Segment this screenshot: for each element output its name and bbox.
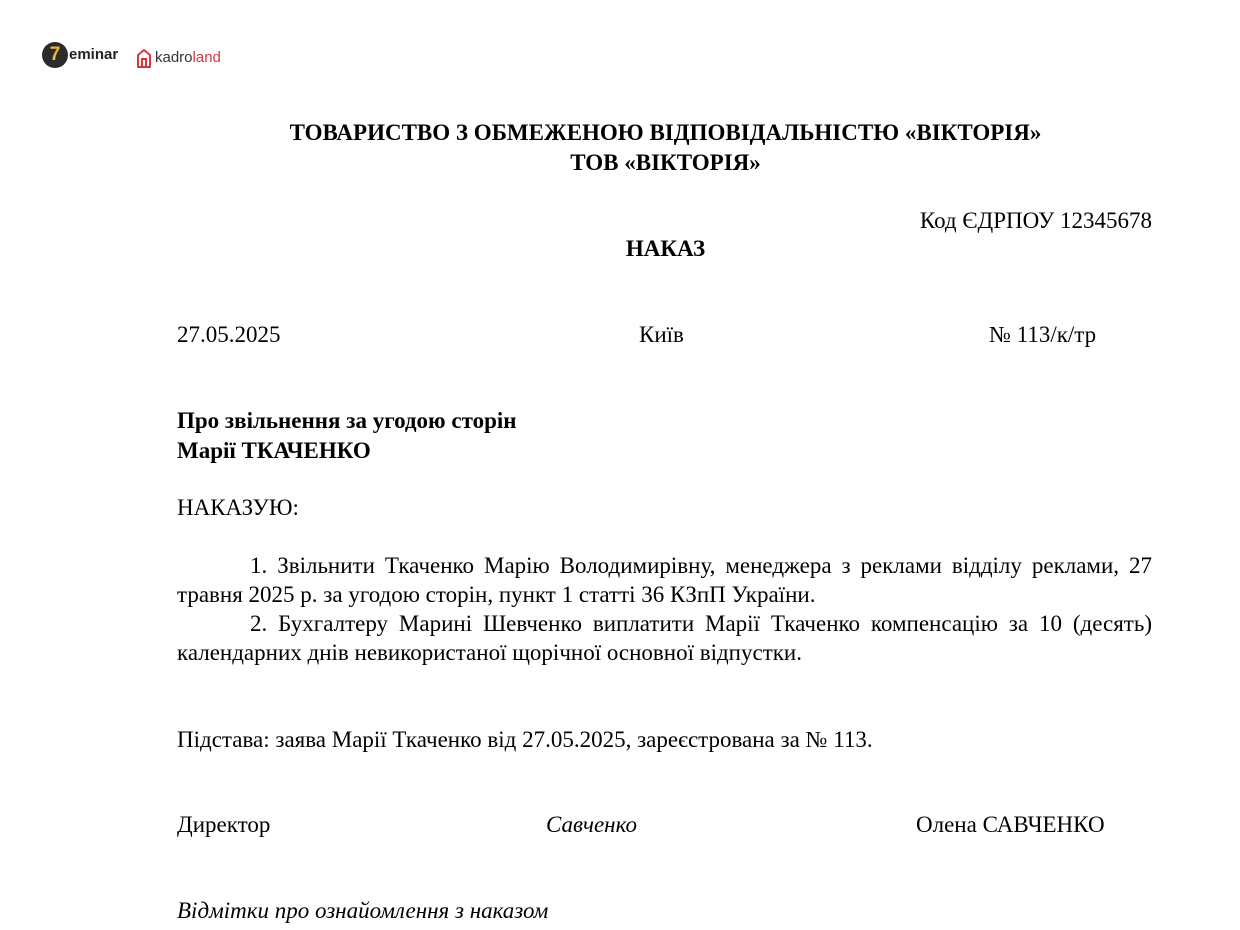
seminar-logo-text: eminar <box>69 46 119 63</box>
order-subject-line2: Марії ТКАЧЕНКО <box>177 438 371 463</box>
seminar-logo-mark: 7 <box>42 42 68 68</box>
order-city: Київ <box>639 322 684 347</box>
seminar-logo <box>42 40 118 69</box>
kadroland-logo-land: land <box>192 49 221 66</box>
kadroland-logo-kadro: kadro <box>155 49 193 66</box>
document-type: НАКАЗ <box>625 236 706 261</box>
order-subject-line1: Про звільнення за угодою сторін <box>177 408 517 433</box>
kadroland-house-icon <box>136 48 152 68</box>
order-word: НАКАЗУЮ: <box>177 495 299 520</box>
signature-handwritten: Савченко <box>546 812 637 837</box>
order-item-1: 1. Звільнити Ткаченко Марію Володимирівну, менеджера з реклами відділу реклами, 27 травня 2025 р. за угодою сторін, пункт 1 статті 36 КЗпП України. <box>177 553 1152 607</box>
acknowledgement-heading: Відмітки про ознайомлення з наказом <box>177 898 549 923</box>
company-short-name: ТОВ «ВІКТОРІЯ» <box>570 150 761 175</box>
order-item-2: 2. Бухгалтеру Марині Шевченко виплатити Марії Ткаченко компенсацію за 10 (десять) календарних днів невикористаної щорічної основної відпустки. <box>177 611 1152 665</box>
order-date: 27.05.2025 <box>177 322 281 347</box>
signature-position: Директор <box>177 812 271 837</box>
signature-name: Олена САВЧЕНКО <box>916 812 1105 837</box>
edrpou-code: Код ЄДРПОУ 12345678 <box>919 208 1152 233</box>
order-number: № 113/к/тр <box>989 322 1097 347</box>
order-basis: Підстава: заява Марії Ткаченко від 27.05.2025, зареєстрована за № 113. <box>177 727 873 752</box>
kadroland-logo <box>136 43 221 72</box>
company-full-name: ТОВАРИСТВО З ОБМЕЖЕНОЮ ВІДПОВІДАЛЬНІСТЮ «ВІКТОРІЯ» <box>289 120 1042 145</box>
